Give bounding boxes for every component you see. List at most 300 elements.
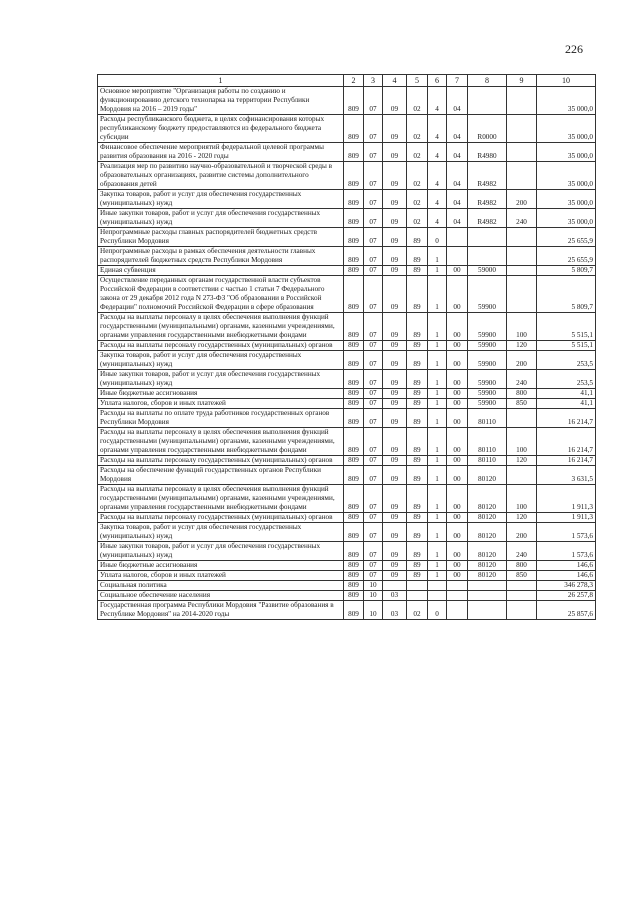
amount-cell: 5 515,1	[537, 341, 596, 351]
code-cell: 02	[407, 143, 428, 162]
code-cell	[468, 228, 507, 247]
row-description: Расходы республиканского бюджета, в целях софинансирования которых республиканскому бюджету предоставляются из федерального бюджета субсидии	[98, 115, 344, 143]
column-header: 4	[383, 75, 407, 87]
code-cell: 00	[447, 409, 468, 428]
code-cell: 89	[407, 341, 428, 351]
code-cell: 07	[364, 456, 383, 466]
table-row	[98, 399, 596, 409]
code-cell	[507, 409, 537, 428]
amount-cell: 35 000,0	[537, 190, 596, 209]
code-cell: 1	[428, 571, 447, 581]
code-cell: 89	[407, 389, 428, 399]
amount-cell: 16 214,7	[537, 428, 596, 456]
table-row	[98, 143, 596, 162]
code-cell: 09	[383, 87, 407, 115]
code-cell: 89	[407, 561, 428, 571]
code-cell: 09	[383, 428, 407, 456]
table-row	[98, 591, 596, 601]
code-cell: 59000	[468, 266, 507, 276]
code-cell: 80110	[468, 456, 507, 466]
code-cell: 80120	[468, 571, 507, 581]
code-cell: 100	[507, 428, 537, 456]
code-cell: 09	[383, 247, 407, 266]
code-cell: 4	[428, 87, 447, 115]
code-cell: 09	[383, 228, 407, 247]
row-description: Иные закупки товаров, работ и услуг для обеспечения государственных (муниципальных) нужд	[98, 542, 344, 561]
code-cell: 809	[344, 247, 364, 266]
code-cell: 809	[344, 561, 364, 571]
code-cell: 09	[383, 209, 407, 228]
code-cell: 120	[507, 341, 537, 351]
code-cell: 809	[344, 523, 364, 542]
row-description: Расходы на выплаты персоналу государственных (муниципальных) органов	[98, 513, 344, 523]
code-cell: 00	[447, 399, 468, 409]
amount-cell: 25 655,9	[537, 228, 596, 247]
code-cell: 59900	[468, 389, 507, 399]
code-cell: 200	[507, 190, 537, 209]
table-row	[98, 190, 596, 209]
code-cell: 07	[364, 190, 383, 209]
amount-cell: 35 000,0	[537, 162, 596, 190]
table-row	[98, 266, 596, 276]
table-row	[98, 428, 596, 456]
code-cell: 00	[447, 485, 468, 513]
code-cell: 1	[428, 523, 447, 542]
code-cell: 03	[383, 591, 407, 601]
code-cell: 07	[364, 571, 383, 581]
code-cell: 850	[507, 399, 537, 409]
code-cell: 09	[383, 561, 407, 571]
code-cell: 0	[428, 228, 447, 247]
column-header: 1	[98, 75, 344, 87]
code-cell: 09	[383, 351, 407, 370]
code-cell: 1	[428, 351, 447, 370]
code-cell: 59900	[468, 341, 507, 351]
code-cell	[507, 466, 537, 485]
code-cell: 09	[383, 466, 407, 485]
code-cell	[507, 601, 537, 620]
table-row	[98, 456, 596, 466]
code-cell	[383, 581, 407, 591]
code-cell: 89	[407, 313, 428, 341]
code-cell: 1	[428, 456, 447, 466]
code-cell	[468, 591, 507, 601]
code-cell: 809	[344, 162, 364, 190]
column-header: 8	[468, 75, 507, 87]
amount-cell: 25 857,6	[537, 601, 596, 620]
row-description: Иные закупки товаров, работ и услуг для обеспечения государственных (муниципальных) нужд	[98, 209, 344, 228]
code-cell: 09	[383, 485, 407, 513]
code-cell: 07	[364, 542, 383, 561]
code-cell: 59900	[468, 313, 507, 341]
table-row	[98, 523, 596, 542]
row-description: Расходы на выплаты по оплате труда работников государственных органов Республики Мордовия	[98, 409, 344, 428]
table-row	[98, 87, 596, 115]
column-header: 2	[344, 75, 364, 87]
code-cell: 80110	[468, 428, 507, 456]
column-header: 7	[447, 75, 468, 87]
code-cell: 809	[344, 266, 364, 276]
code-cell: 89	[407, 523, 428, 542]
code-cell	[468, 601, 507, 620]
code-cell: 07	[364, 561, 383, 571]
code-cell: 1	[428, 276, 447, 313]
amount-cell: 16 214,7	[537, 456, 596, 466]
code-cell: 80110	[468, 409, 507, 428]
code-cell: 07	[364, 266, 383, 276]
code-cell: 4	[428, 115, 447, 143]
code-cell: 1	[428, 389, 447, 399]
code-cell: 89	[407, 266, 428, 276]
code-cell: 07	[364, 209, 383, 228]
code-cell: R4982	[468, 209, 507, 228]
code-cell: 1	[428, 561, 447, 571]
code-cell: 100	[507, 313, 537, 341]
code-cell: 07	[364, 313, 383, 341]
table-row	[98, 162, 596, 190]
column-header: 6	[428, 75, 447, 87]
code-cell: 00	[447, 523, 468, 542]
code-cell: 1	[428, 370, 447, 389]
amount-cell: 146,6	[537, 571, 596, 581]
row-description: Непрограммные расходы главных распорядителей бюджетных средств Республики Мордовия	[98, 228, 344, 247]
amount-cell: 35 000,0	[537, 115, 596, 143]
table-row	[98, 581, 596, 591]
code-cell: 00	[447, 513, 468, 523]
amount-cell: 5 515,1	[537, 313, 596, 341]
amount-cell: 35 000,0	[537, 143, 596, 162]
code-cell: 89	[407, 399, 428, 409]
table-row	[98, 466, 596, 485]
code-cell: 809	[344, 341, 364, 351]
row-description: Осуществление переданных органам государственной власти субъектов Российской Федерации в соответствии с частью 1 статьи 7 Федерального закона от 29 декабря 2012 года N 273-ФЗ "Об образовании в Российской Федерации" полномочий Российской Федерации в сфере образования	[98, 276, 344, 313]
code-cell: 09	[383, 513, 407, 523]
row-description: Государственная программа Республики Мордовия "Развитие образования в Республике Мордовия" на 2014-2020 годы	[98, 601, 344, 620]
code-cell: 80120	[468, 485, 507, 513]
code-cell: 809	[344, 409, 364, 428]
code-cell: 09	[383, 571, 407, 581]
code-cell: 89	[407, 370, 428, 389]
code-cell: 809	[344, 209, 364, 228]
code-cell: 1	[428, 409, 447, 428]
code-cell: 809	[344, 456, 364, 466]
code-cell: 09	[383, 389, 407, 399]
column-header: 5	[407, 75, 428, 87]
code-cell	[468, 87, 507, 115]
code-cell: 120	[507, 456, 537, 466]
code-cell: 89	[407, 456, 428, 466]
code-cell: 07	[364, 409, 383, 428]
code-cell: 02	[407, 190, 428, 209]
amount-cell: 1 573,6	[537, 542, 596, 561]
code-cell	[447, 228, 468, 247]
code-cell	[468, 581, 507, 591]
code-cell: 02	[407, 209, 428, 228]
code-cell: 07	[364, 351, 383, 370]
code-cell: 09	[383, 399, 407, 409]
code-cell: 80120	[468, 513, 507, 523]
code-cell: 00	[447, 370, 468, 389]
code-cell	[447, 591, 468, 601]
code-cell: 80120	[468, 523, 507, 542]
column-header: 10	[537, 75, 596, 87]
code-cell	[507, 266, 537, 276]
code-cell: 07	[364, 115, 383, 143]
code-cell: 00	[447, 456, 468, 466]
code-cell: 1	[428, 542, 447, 561]
code-cell: 809	[344, 351, 364, 370]
code-cell	[447, 601, 468, 620]
code-cell: 07	[364, 247, 383, 266]
table-row	[98, 228, 596, 247]
code-cell: 07	[364, 87, 383, 115]
row-description: Единая субвенция	[98, 266, 344, 276]
code-cell: 1	[428, 466, 447, 485]
code-cell: 1	[428, 399, 447, 409]
code-cell	[407, 591, 428, 601]
code-cell: 04	[447, 190, 468, 209]
code-cell: 120	[507, 513, 537, 523]
code-cell: 4	[428, 190, 447, 209]
code-cell: 07	[364, 513, 383, 523]
code-cell: 00	[447, 466, 468, 485]
code-cell: 07	[364, 485, 383, 513]
row-description: Реализация мер по развитию научно-образовательной и творческой среды в образовательных организациях, развитие системы дополнительного образования детей	[98, 162, 344, 190]
table-row	[98, 115, 596, 143]
code-cell: 89	[407, 466, 428, 485]
code-cell: 07	[364, 466, 383, 485]
code-cell: 09	[383, 523, 407, 542]
code-cell: 04	[447, 162, 468, 190]
code-cell: 850	[507, 571, 537, 581]
code-cell: 09	[383, 162, 407, 190]
amount-cell: 3 631,5	[537, 466, 596, 485]
budget-table	[97, 74, 596, 620]
amount-cell: 41,1	[537, 389, 596, 399]
code-cell: 09	[383, 190, 407, 209]
code-cell: 4	[428, 143, 447, 162]
code-cell: 07	[364, 162, 383, 190]
column-header: 3	[364, 75, 383, 87]
code-cell: 80120	[468, 542, 507, 561]
code-cell: 04	[447, 115, 468, 143]
code-cell: 00	[447, 313, 468, 341]
row-description: Иные бюджетные ассигнования	[98, 561, 344, 571]
table-row	[98, 571, 596, 581]
code-cell: 809	[344, 591, 364, 601]
code-cell: 1	[428, 341, 447, 351]
code-cell	[428, 581, 447, 591]
row-description: Расходы на выплаты персоналу государственных (муниципальных) органов	[98, 456, 344, 466]
code-cell: 809	[344, 399, 364, 409]
code-cell: 200	[507, 351, 537, 370]
code-cell: 809	[344, 87, 364, 115]
code-cell: 07	[364, 276, 383, 313]
code-cell: 1	[428, 266, 447, 276]
code-cell: 809	[344, 571, 364, 581]
code-cell: 00	[447, 276, 468, 313]
code-cell	[507, 228, 537, 247]
code-cell: 07	[364, 143, 383, 162]
code-cell	[507, 143, 537, 162]
table-row	[98, 542, 596, 561]
row-description: Социальное обеспечение населения	[98, 591, 344, 601]
code-cell: R4982	[468, 162, 507, 190]
code-cell: 09	[383, 456, 407, 466]
code-cell: 809	[344, 370, 364, 389]
code-cell	[507, 581, 537, 591]
code-cell: 07	[364, 399, 383, 409]
row-description: Закупка товаров, работ и услуг для обеспечения государственных (муниципальных) нужд	[98, 523, 344, 542]
code-cell: 59900	[468, 351, 507, 370]
row-description: Социальная политика	[98, 581, 344, 591]
amount-cell: 16 214,7	[537, 409, 596, 428]
table-row	[98, 313, 596, 341]
code-cell	[507, 115, 537, 143]
code-cell: 59900	[468, 276, 507, 313]
code-cell: 59900	[468, 370, 507, 389]
code-cell: 09	[383, 542, 407, 561]
table-row	[98, 409, 596, 428]
code-cell: R4980	[468, 143, 507, 162]
table-row	[98, 276, 596, 313]
code-cell: 809	[344, 542, 364, 561]
code-cell	[507, 247, 537, 266]
code-cell: 200	[507, 523, 537, 542]
row-description: Расходы на выплаты персоналу в целях обеспечения выполнения функций государственными (муниципальными) органами, казенными учреждениями, органами управления государственными внебюджетными фондами	[98, 485, 344, 513]
code-cell: 4	[428, 162, 447, 190]
code-cell: 89	[407, 351, 428, 370]
code-cell: 240	[507, 542, 537, 561]
code-cell: 89	[407, 228, 428, 247]
code-cell: 800	[507, 389, 537, 399]
row-description: Закупка товаров, работ и услуг для обеспечения государственных (муниципальных) нужд	[98, 351, 344, 370]
table-row	[98, 513, 596, 523]
code-cell: 00	[447, 571, 468, 581]
code-cell: 809	[344, 513, 364, 523]
code-cell: 1	[428, 247, 447, 266]
code-cell: 59900	[468, 399, 507, 409]
code-cell	[507, 591, 537, 601]
code-cell: 809	[344, 428, 364, 456]
code-cell: 100	[507, 485, 537, 513]
row-description: Закупка товаров, работ и услуг для обеспечения государственных (муниципальных) нужд	[98, 190, 344, 209]
code-cell: 10	[364, 581, 383, 591]
column-header: 9	[507, 75, 537, 87]
table-row	[98, 370, 596, 389]
code-cell: 809	[344, 228, 364, 247]
code-cell: 89	[407, 542, 428, 561]
row-description: Иные закупки товаров, работ и услуг для обеспечения государственных (муниципальных) нужд	[98, 370, 344, 389]
code-cell: 09	[383, 409, 407, 428]
code-cell: 07	[364, 228, 383, 247]
code-cell	[468, 247, 507, 266]
code-cell	[407, 581, 428, 591]
code-cell: 89	[407, 571, 428, 581]
table-row	[98, 351, 596, 370]
code-cell	[507, 276, 537, 313]
code-cell: 1	[428, 513, 447, 523]
code-cell	[447, 247, 468, 266]
code-cell: 809	[344, 143, 364, 162]
code-cell: 09	[383, 313, 407, 341]
row-description: Основное мероприятие "Организация работы по созданию и функционированию детского технопарка на территории Республики Мордовия на 2016 – 2019 годы"	[98, 87, 344, 115]
amount-cell: 25 655,9	[537, 247, 596, 266]
code-cell: 07	[364, 523, 383, 542]
code-cell: R0000	[468, 115, 507, 143]
amount-cell: 253,5	[537, 351, 596, 370]
code-cell: 00	[447, 389, 468, 399]
amount-cell: 1 911,3	[537, 513, 596, 523]
code-cell: 02	[407, 115, 428, 143]
code-cell: 09	[383, 276, 407, 313]
code-cell: 09	[383, 266, 407, 276]
row-description: Непрограммные расходы в рамках обеспечения деятельности главных распорядителей бюджетных средств Республики Мордовия	[98, 247, 344, 266]
code-cell: 00	[447, 561, 468, 571]
code-cell: 1	[428, 428, 447, 456]
code-cell: 04	[447, 143, 468, 162]
row-description: Финансовое обеспечение мероприятий федеральной целевой программы развития образования на 2016 - 2020 годы	[98, 143, 344, 162]
table-row	[98, 247, 596, 266]
code-cell: 10	[364, 591, 383, 601]
code-cell: 89	[407, 247, 428, 266]
row-description: Расходы на выплаты персоналу в целях обеспечения выполнения функций государственными (муниципальными) органами, казенными учреждениями, органами управления государственными внебюджетными фондами	[98, 313, 344, 341]
code-cell: 809	[344, 466, 364, 485]
amount-cell: 35 000,0	[537, 87, 596, 115]
code-cell: 09	[383, 143, 407, 162]
code-cell: 80120	[468, 561, 507, 571]
code-cell: 09	[383, 115, 407, 143]
table-row	[98, 209, 596, 228]
code-cell: 4	[428, 209, 447, 228]
code-cell: 89	[407, 276, 428, 313]
page-number: 226	[565, 42, 583, 56]
code-cell: 89	[407, 428, 428, 456]
code-cell: 89	[407, 409, 428, 428]
code-cell: 00	[447, 341, 468, 351]
table-row	[98, 601, 596, 620]
row-description: Уплата налогов, сборов и иных платежей	[98, 571, 344, 581]
code-cell: 809	[344, 581, 364, 591]
row-description: Расходы на обеспечение функций государственных органов Республики Мордовия	[98, 466, 344, 485]
code-cell	[428, 591, 447, 601]
amount-cell: 346 278,3	[537, 581, 596, 591]
table-row	[98, 341, 596, 351]
code-cell: 04	[447, 87, 468, 115]
row-description: Расходы на выплаты персоналу в целях обеспечения выполнения функций государственными (муниципальными) органами, казенными учреждениями, органами управления государственными внебюджетными фондами	[98, 428, 344, 456]
code-cell: 809	[344, 389, 364, 399]
code-cell: 809	[344, 313, 364, 341]
amount-cell: 1 911,3	[537, 485, 596, 513]
table-row	[98, 561, 596, 571]
row-description: Иные бюджетные ассигнования	[98, 389, 344, 399]
code-cell: 1	[428, 485, 447, 513]
code-cell: 03	[383, 601, 407, 620]
code-cell: 80120	[468, 466, 507, 485]
code-cell: 07	[364, 389, 383, 399]
code-cell: 00	[447, 266, 468, 276]
code-cell: 02	[407, 601, 428, 620]
code-cell: 02	[407, 87, 428, 115]
amount-cell: 253,5	[537, 370, 596, 389]
code-cell: 800	[507, 561, 537, 571]
amount-cell: 26 257,8	[537, 591, 596, 601]
code-cell: 240	[507, 209, 537, 228]
code-cell	[507, 162, 537, 190]
code-cell	[507, 87, 537, 115]
code-cell: 89	[407, 513, 428, 523]
code-cell: 89	[407, 485, 428, 513]
